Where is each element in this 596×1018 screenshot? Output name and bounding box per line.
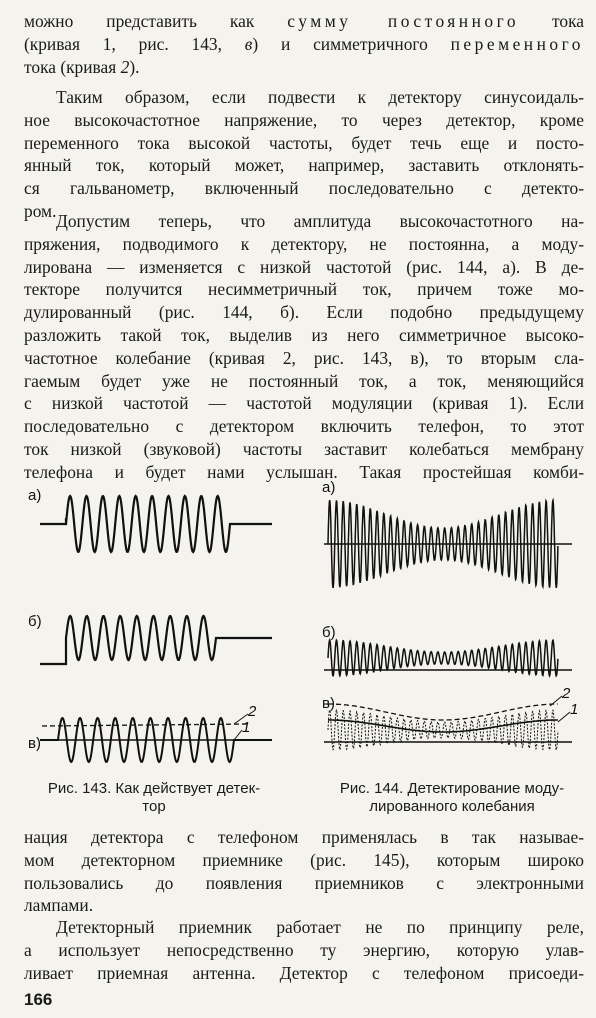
- text-line: ток низкой (звуковой) частоты заставит колебаться мембрану: [24, 438, 584, 459]
- text-line: переменного тока высокой частоты, будет течь еще и посто-: [24, 132, 584, 153]
- text-line: пряжения, подводимого к детектору, не постоянна, а моду-: [24, 233, 584, 254]
- fig143-curve-label-1: 1: [242, 719, 251, 736]
- fig143-caption-line: тор: [142, 798, 166, 815]
- page-number: 166: [24, 990, 53, 1009]
- fig143-curve-label-2: 2: [248, 703, 257, 720]
- text-line: разложить такой ток, выделив из него симметричное высоко-: [24, 324, 584, 345]
- text-line: Детекторный приемник работает не по принципу реле,: [56, 917, 584, 937]
- text-line: можно представить как сумму постоянного тока: [24, 11, 584, 31]
- text-line: (кривая 1, рис. 143, в) и симметричного переменного: [24, 33, 584, 54]
- fig143-caption-line: Рис. 143. Как действует детек-: [47, 780, 261, 797]
- text-line: Таким образом, если подвести к детектору синусоидаль-: [56, 87, 584, 107]
- fig144-label-c: в): [322, 695, 335, 712]
- fig143-wave-a: [40, 496, 272, 552]
- fig143-leader-1: [234, 730, 242, 740]
- text-line: а использует непосредственно ту энергию, которую улав-: [24, 939, 584, 960]
- fig144-leader-1: [558, 712, 570, 722]
- text-line: ливает приемная антенна. Детектор с телефоном присоеди-: [24, 962, 584, 983]
- fig144-label-b: б): [322, 624, 336, 641]
- fig144-wave-c: [328, 710, 558, 750]
- fig144-caption-line: Рис. 144. Детектирование моду-: [339, 780, 565, 797]
- fig143-wave-b: [40, 616, 272, 664]
- fig143-caption: [20, 780, 288, 816]
- text-line: пользовались до появления приемников с электронными: [24, 872, 584, 893]
- fig143-label-b: б): [28, 613, 42, 630]
- fig144-label-a: а): [322, 479, 336, 496]
- paragraph-4: [24, 826, 584, 917]
- fig144-curve-label-2: 2: [562, 685, 571, 702]
- text-line: ся гальванометр, включенный последовательно с детекто-: [24, 178, 584, 199]
- fig143-label-c: в): [28, 735, 41, 752]
- text-line: янный ток, который может, например, заставить отклонять-: [24, 155, 584, 176]
- figure-143: [20, 478, 290, 778]
- text-line: последовательно с детектором включить телефон, то этот: [24, 416, 584, 437]
- text-line: дулированный (рис. 144, б). Если подобно предыдущему: [24, 302, 584, 323]
- fig143-label-a: а): [28, 487, 42, 504]
- fig144-caption: [318, 780, 586, 816]
- text-line: нация детектора с телефоном применялась в так называе-: [24, 827, 584, 847]
- text-line: лампами.: [24, 895, 94, 916]
- text-line: лирована — изменяется с низкой частотой (рис. 144, а). В де-: [24, 256, 584, 277]
- text-line: телефона и будет нами услышан. Такая простейшая комби-: [24, 461, 584, 482]
- text-line: ное высокочастотное напряжение, то через детектор, кроме: [24, 109, 584, 130]
- text-line: тока (кривая 2).: [24, 56, 140, 77]
- fig144-curve-label-1: 1: [570, 701, 579, 718]
- figure-144: [318, 472, 588, 782]
- text-line: частотное колебание (кривая 2, рис. 143, в), то вторым сла-: [24, 347, 584, 368]
- text-line: мом детекторном приемнике (рис. 145), которым широко: [24, 849, 584, 870]
- fig144-caption-line: лированного колебания: [369, 798, 535, 815]
- fig144-leader-2: [550, 696, 562, 706]
- paragraph-2: [24, 86, 584, 223]
- fig144-wave-a: [328, 500, 558, 588]
- paragraph-1: [24, 10, 584, 78]
- text-line: текторе получится несимметричный ток, причем тоже мо-: [24, 279, 584, 300]
- paragraph-5: [24, 916, 584, 984]
- text-line: гаемым будет уже не постоянный ток, а ток, меняющийся: [24, 370, 584, 391]
- paragraph-3: [24, 210, 584, 484]
- text-line: ром.: [24, 200, 57, 221]
- text-line: Допустим теперь, что амплитуда высокочастотного на-: [56, 211, 584, 231]
- text-line: с низкой частотой — частотой модуляции (кривая 1). Если: [24, 393, 584, 414]
